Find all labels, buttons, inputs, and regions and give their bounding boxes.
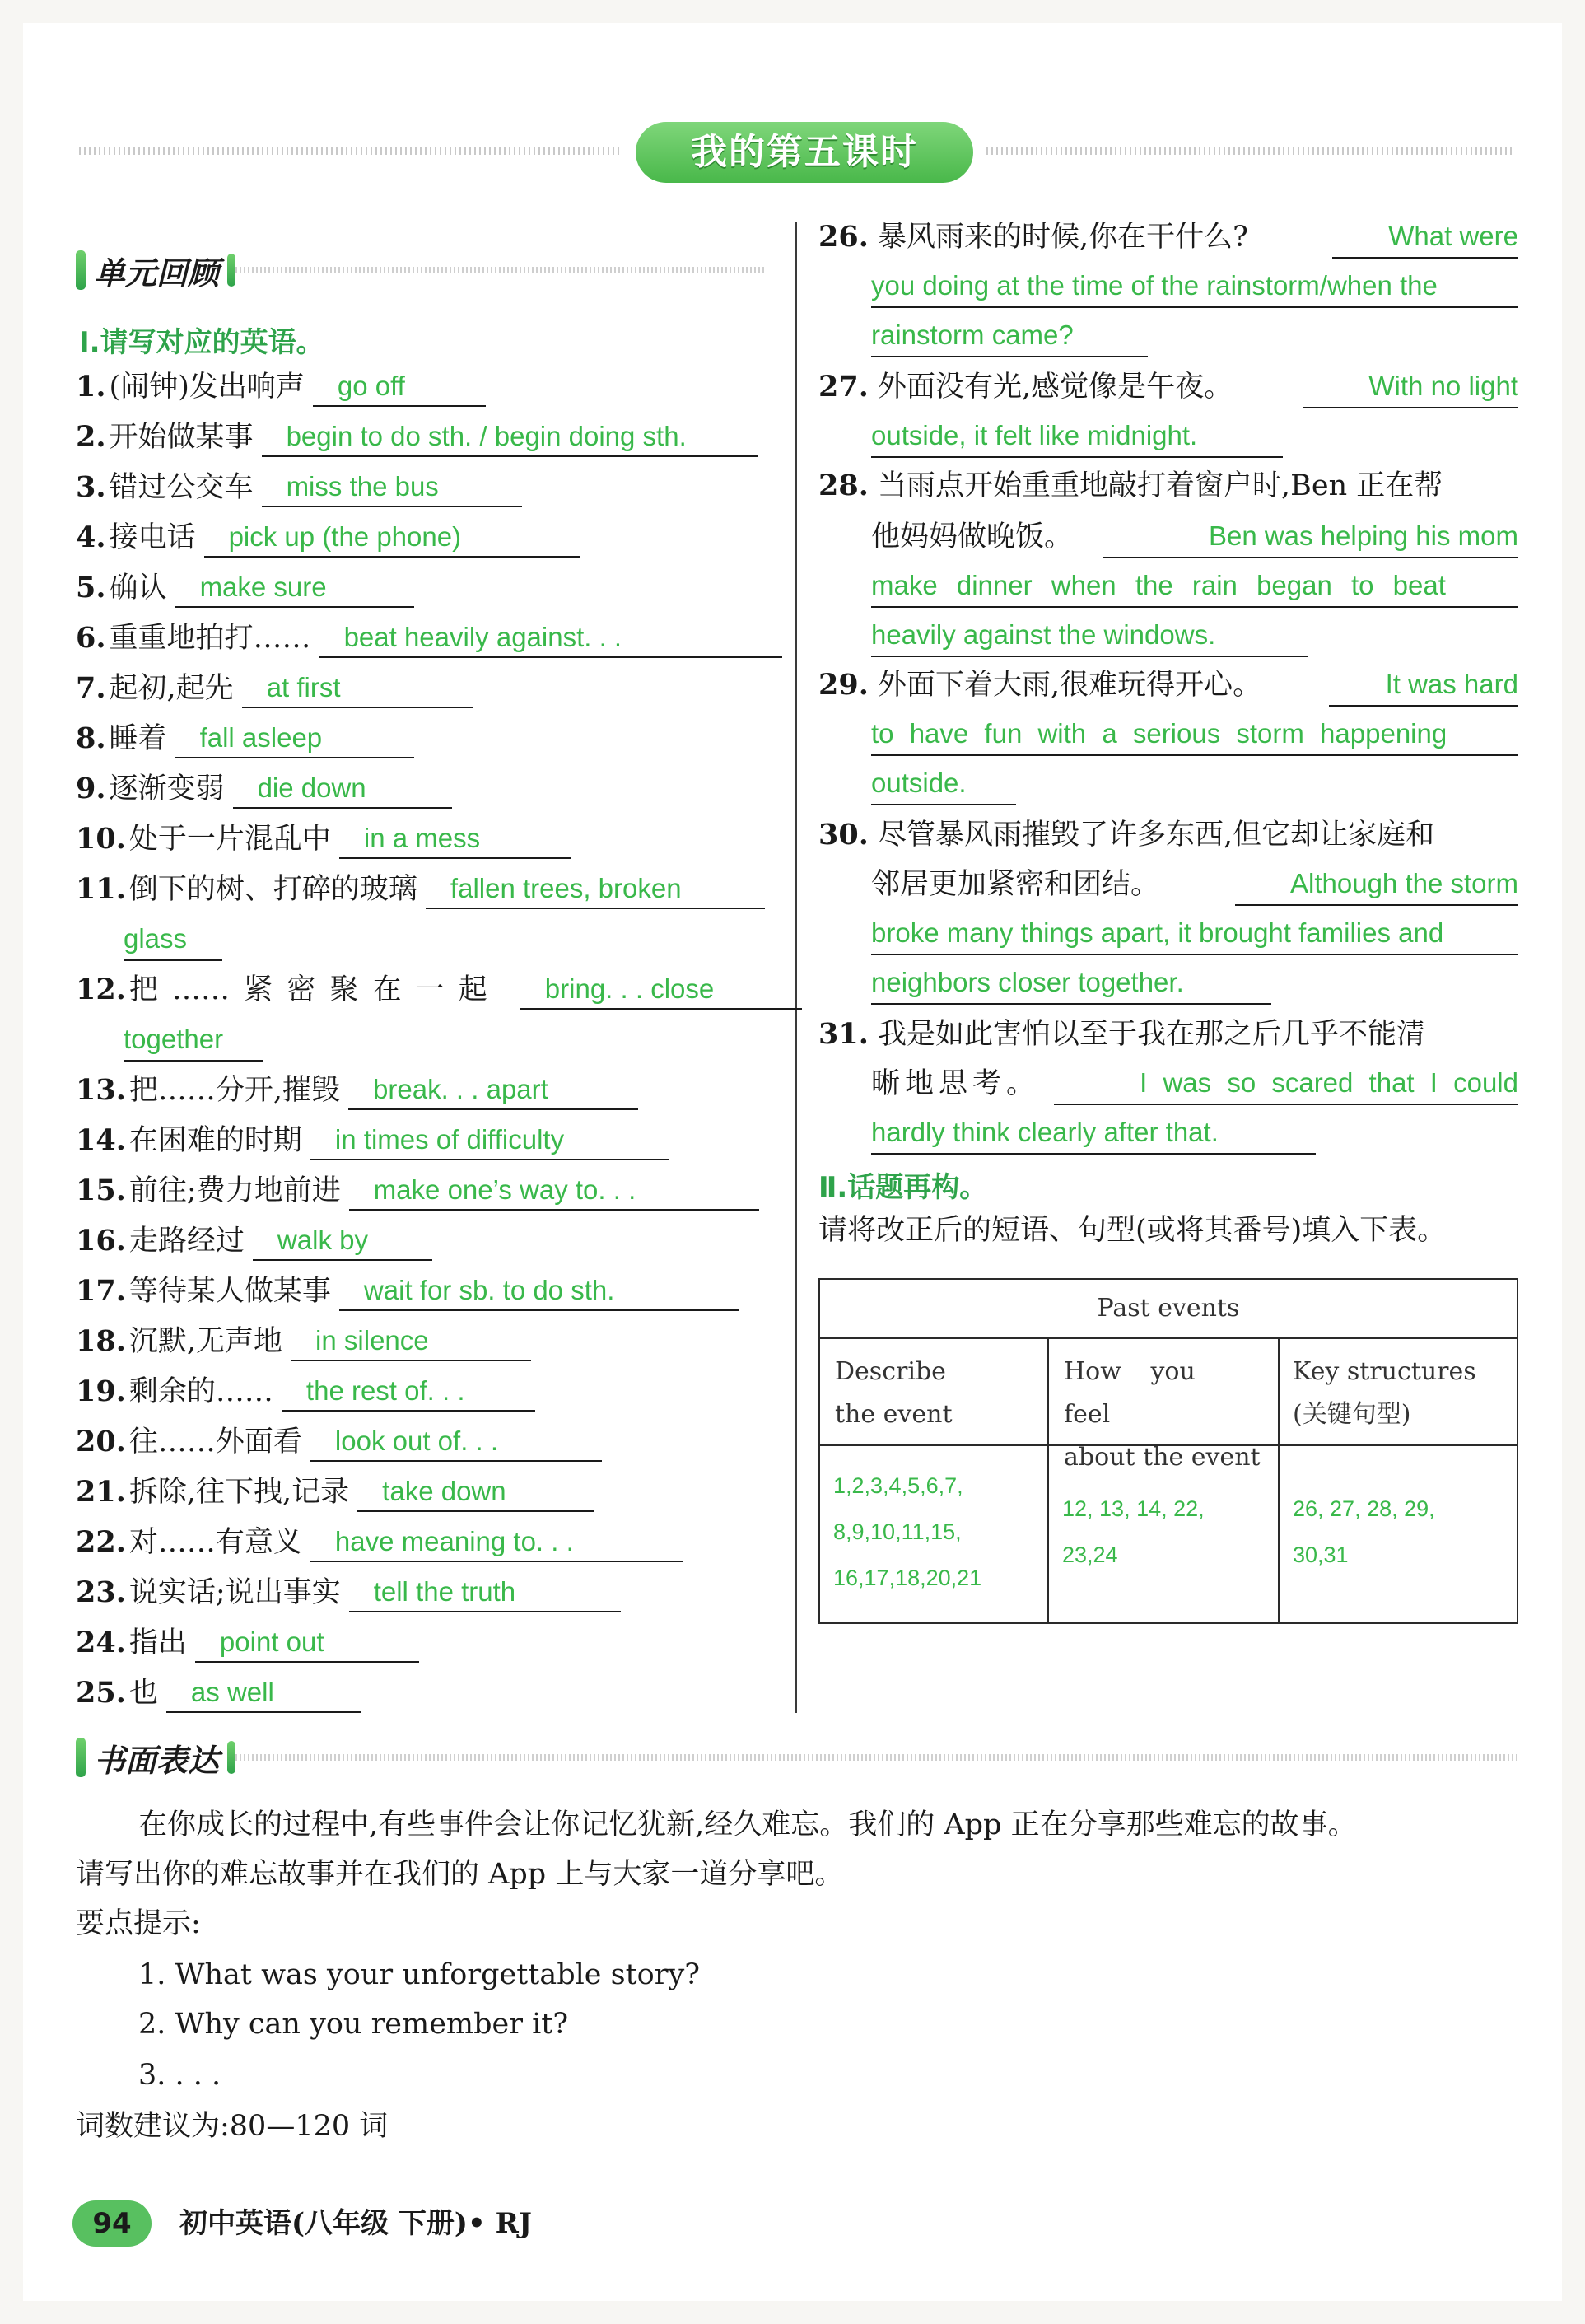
item-answer[interactable]: bring. . . close <box>520 970 802 1010</box>
item-number: 10. <box>76 822 126 856</box>
answer-27-line2[interactable]: outside, it felt like midnight. <box>871 417 1283 458</box>
item-prompt: 开始做某事 <box>109 421 254 454</box>
item-prompt: 走路经过 <box>128 1225 245 1258</box>
exercise-item-20 <box>76 1422 602 1462</box>
item-answer[interactable]: at first <box>242 669 473 708</box>
item-answer[interactable]: go off <box>313 367 486 407</box>
answer-30-line3[interactable]: neighbors closer together. <box>871 964 1271 1005</box>
answer-29-line2[interactable]: to have fun with a serious storm happening <box>871 715 1518 756</box>
past-events-table <box>818 1278 1518 1624</box>
answer-26-line3[interactable]: rainstorm came? <box>871 316 1148 357</box>
item-prompt: 沉默,无声地 <box>128 1325 283 1358</box>
item-number: 14. <box>76 1123 126 1157</box>
page-number-badge: 94 <box>72 2200 152 2247</box>
answer-29-line3[interactable]: outside. <box>871 764 1016 805</box>
item-prompt: 把 …… 紧 密 聚 在 一 起 <box>128 973 487 1006</box>
exercise-item-2 <box>76 418 758 457</box>
item-answer[interactable]: in a mess <box>339 819 571 859</box>
item-number: 23. <box>76 1575 126 1609</box>
exercise-item-6 <box>76 618 782 658</box>
table-cell-key-structures[interactable]: 26, 27, 28, 29, 30,31 <box>1293 1496 1435 1567</box>
column-divider <box>795 222 797 1713</box>
answer-31-line1[interactable]: I was so scared that I could <box>1054 1064 1518 1105</box>
exercise-item-1 <box>76 367 486 407</box>
item-number: 17. <box>76 1274 126 1308</box>
table-title: Past events <box>820 1280 1517 1339</box>
item-answer[interactable]: make sure <box>175 568 414 608</box>
item-answer[interactable]: wait for sb. to do sth. <box>339 1272 739 1311</box>
title-rule-right <box>986 147 1513 155</box>
exercise-item-16 <box>76 1221 432 1261</box>
table-header-describe: Describe the event <box>835 1357 953 1429</box>
item-prompt: 倒下的树、打碎的玻璃 <box>128 873 417 906</box>
exercise-item-19 <box>76 1372 535 1412</box>
item-number: 13. <box>76 1073 126 1107</box>
tip-1: 1. What was your unforgettable story? <box>138 1958 701 1991</box>
item-answer[interactable]: tell the truth <box>349 1573 621 1612</box>
item-prompt: 拆除,往下拽,记录 <box>128 1476 350 1509</box>
book-title: 初中英语(八年级 下册)• RJ <box>179 2207 532 2240</box>
item-number: 8. <box>76 721 106 755</box>
item-prompt: 指出 <box>128 1626 187 1659</box>
item-number: 25. <box>76 1676 126 1710</box>
word-count-hint: 词数建议为:80—120 词 <box>76 2110 389 2143</box>
exercise-item-12 <box>76 970 802 1010</box>
item-answer[interactable]: break. . . apart <box>348 1071 638 1110</box>
exercise-item-21 <box>76 1472 594 1512</box>
item-prompt: 错过公交车 <box>109 471 254 504</box>
item-answer[interactable]: in silence <box>291 1322 531 1361</box>
subsection-heading-2: Ⅱ.话题再构。 <box>818 1171 988 1204</box>
item-answer[interactable]: pick up (the phone) <box>204 518 580 558</box>
item-number: 4. <box>76 520 106 554</box>
item-answer[interactable]: in times of difficulty <box>310 1121 669 1160</box>
item-prompt: 剩余的…… <box>128 1375 273 1408</box>
section-heading-writing <box>76 1734 1517 1780</box>
exercise-item-15 <box>76 1171 759 1211</box>
exercise-item-13 <box>76 1071 638 1110</box>
item-answer[interactable]: walk by <box>253 1221 432 1261</box>
item-answer[interactable]: take down <box>357 1472 594 1512</box>
item-prompt: 往……外面看 <box>128 1426 302 1458</box>
item-prompt: (闹钟)发出响声 <box>109 371 305 404</box>
item-answer[interactable]: die down <box>233 769 452 809</box>
question-30-line1: 30. 尽管暴风雨摧毁了许多东西,但它却让家庭和 <box>818 818 1435 852</box>
exercise-item-7 <box>76 669 473 708</box>
table-cell-describe[interactable]: 1,2,3,4,5,6,7, 8,9,10,11,15, 16,17,18,20,21 <box>833 1473 982 1590</box>
exercise-item-10 <box>76 819 571 859</box>
item-number: 3. <box>76 470 106 504</box>
exercise-item-5 <box>76 568 414 608</box>
exercise-item-25 <box>76 1673 361 1713</box>
item-number: 5. <box>76 571 106 604</box>
item-prompt: 前往;费力地前进 <box>128 1174 341 1207</box>
exercise-item-22 <box>76 1523 683 1562</box>
item-prompt: 说实话;说出事实 <box>128 1576 341 1609</box>
item-prompt: 起初,起先 <box>109 672 234 705</box>
answer-28-line1[interactable]: Ben was helping his mom <box>1103 517 1518 558</box>
item-number: 18. <box>76 1324 126 1358</box>
item-answer[interactable]: fall asleep <box>175 719 414 758</box>
item-prompt: 确认 <box>109 572 167 604</box>
item-answer[interactable]: fallen trees, broken <box>426 870 765 909</box>
table-instruction: 请将改正后的短语、句型(或将其番号)填入下表。 <box>818 1214 1447 1247</box>
exercise-item-18 <box>76 1322 531 1361</box>
table-cell-feel[interactable]: 12, 13, 14, 22, 23,24 <box>1062 1496 1205 1567</box>
subsection-heading-1: Ⅰ.请写对应的英语。 <box>79 326 324 359</box>
item-number: 21. <box>76 1475 126 1509</box>
question-31-line2: 晰地思考。 <box>871 1067 1041 1100</box>
item-answer[interactable]: as well <box>166 1673 361 1713</box>
item-answer[interactable]: have meaning to. . . <box>310 1523 683 1562</box>
question-31-line1: 31. 我是如此害怕以至于我在那之后几乎不能清 <box>818 1017 1426 1051</box>
item-answer[interactable]: miss the bus <box>262 468 522 507</box>
item-prompt: 在困难的时期 <box>128 1124 302 1157</box>
heading-dots <box>235 1754 1517 1761</box>
exercise-item-3 <box>76 468 522 507</box>
table-vline-2 <box>1278 1337 1280 1622</box>
heading-bar-left <box>76 1738 86 1777</box>
item-number: 12. <box>76 973 126 1006</box>
item-number: 6. <box>76 621 106 655</box>
table-vline-1 <box>1047 1337 1049 1622</box>
item-number: 15. <box>76 1174 126 1207</box>
table-header-feel: How you feel about the event <box>1064 1357 1261 1472</box>
item-prompt: 逐渐变弱 <box>109 772 225 805</box>
exercise-item-23 <box>76 1573 621 1612</box>
exercise-item-8 <box>76 719 414 758</box>
question-28-line1: 28. 当雨点开始重重地敲打着窗户时,Ben 正在帮 <box>818 469 1443 502</box>
question-28-line2: 他妈妈做晚饭。 <box>871 520 1074 553</box>
item-answer[interactable]: make one’s way to. . . <box>349 1171 759 1211</box>
item-prompt: 等待某人做某事 <box>128 1275 331 1308</box>
answer-28-line2[interactable]: make dinner when the rain began to beat <box>871 567 1518 608</box>
item-number: 1. <box>76 370 106 404</box>
question-27: 27. 外面没有光,感觉像是午夜。 <box>818 370 1233 404</box>
exercise-item-4 <box>76 518 580 558</box>
item-prompt: 处于一片混乱中 <box>128 823 331 856</box>
section-heading-review <box>76 247 767 293</box>
table-header-key-structures: Key structures (关键句型) <box>1293 1357 1476 1429</box>
exercise-item-24 <box>76 1623 419 1663</box>
answer-30-line1[interactable]: Although the storm <box>1235 865 1518 906</box>
item-answer[interactable]: point out <box>195 1623 419 1663</box>
heading-bar-right <box>227 1741 235 1774</box>
lesson-title-banner: 我的第五课时 <box>636 122 973 183</box>
question-29: 29. 外面下着大雨,很难玩得开心。 <box>818 668 1262 702</box>
item-number: 2. <box>76 420 106 454</box>
item-number: 19. <box>76 1374 126 1408</box>
section-heading-label: 书面表达 <box>94 1742 220 1779</box>
item-number: 7. <box>76 671 106 705</box>
answer-27-line1[interactable]: With no light <box>1303 367 1518 408</box>
tips-label: 要点提示: <box>76 1907 201 1940</box>
exercise-item-14 <box>76 1121 669 1160</box>
exercise-item-17 <box>76 1272 739 1311</box>
answer-29-line1[interactable]: It was hard <box>1329 665 1518 707</box>
heading-dots <box>235 267 767 273</box>
item-number: 11. <box>76 872 126 906</box>
question-26: 26. 暴风雨来的时候,你在干什么? <box>818 220 1248 254</box>
heading-bar-right <box>227 254 235 287</box>
answer-26-line1[interactable]: What were <box>1332 217 1518 259</box>
item-number: 16. <box>76 1224 126 1258</box>
item-number: 24. <box>76 1626 126 1659</box>
writing-prompt-line2: 请写出你的难忘故事并在我们的 App 上与大家一道分享吧。 <box>76 1858 844 1891</box>
exercise-item-12-continued[interactable]: together <box>124 1020 263 1062</box>
question-30-line2: 邻居更加紧密和团结。 <box>871 868 1160 901</box>
section-heading-label: 单元回顾 <box>94 254 220 292</box>
tip-3: 3. . . . <box>138 2059 221 2092</box>
item-answer[interactable]: begin to do sth. / begin doing sth. <box>262 418 758 457</box>
answer-31-line2[interactable]: hardly think clearly after that. <box>871 1113 1316 1155</box>
item-number: 22. <box>76 1525 126 1559</box>
item-prompt: 重重地拍打…… <box>109 622 311 655</box>
item-answer[interactable]: look out of. . . <box>310 1422 602 1462</box>
item-answer[interactable]: the rest of. . . <box>282 1372 535 1412</box>
item-answer[interactable]: beat heavily against. . . <box>319 618 782 658</box>
answer-28-line3[interactable]: heavily against the windows. <box>871 616 1308 657</box>
writing-prompt-line1: 在你成长的过程中,有些事件会让你记忆犹新,经久难忘。我们的 App 正在分享那些难忘的故事。 <box>138 1808 1357 1841</box>
item-prompt: 把……分开,摧毁 <box>128 1074 341 1107</box>
item-prompt: 对……有意义 <box>128 1526 302 1559</box>
item-prompt: 也 <box>128 1677 158 1710</box>
item-prompt: 睡着 <box>109 722 167 755</box>
answer-30-line2[interactable]: broke many things apart, it brought families and <box>871 914 1518 955</box>
item-prompt: 接电话 <box>109 521 196 554</box>
title-rule-left <box>79 147 622 155</box>
heading-bar-left <box>76 250 86 290</box>
tip-2: 2. Why can you remember it? <box>138 2008 569 2041</box>
answer-26-line2[interactable]: you doing at the time of the rainstorm/when the <box>871 267 1518 308</box>
exercise-item-11-continued[interactable]: glass <box>124 920 222 961</box>
exercise-item-9 <box>76 769 452 809</box>
item-number: 9. <box>76 772 106 805</box>
item-number: 20. <box>76 1425 126 1458</box>
exercise-item-11 <box>76 870 765 909</box>
